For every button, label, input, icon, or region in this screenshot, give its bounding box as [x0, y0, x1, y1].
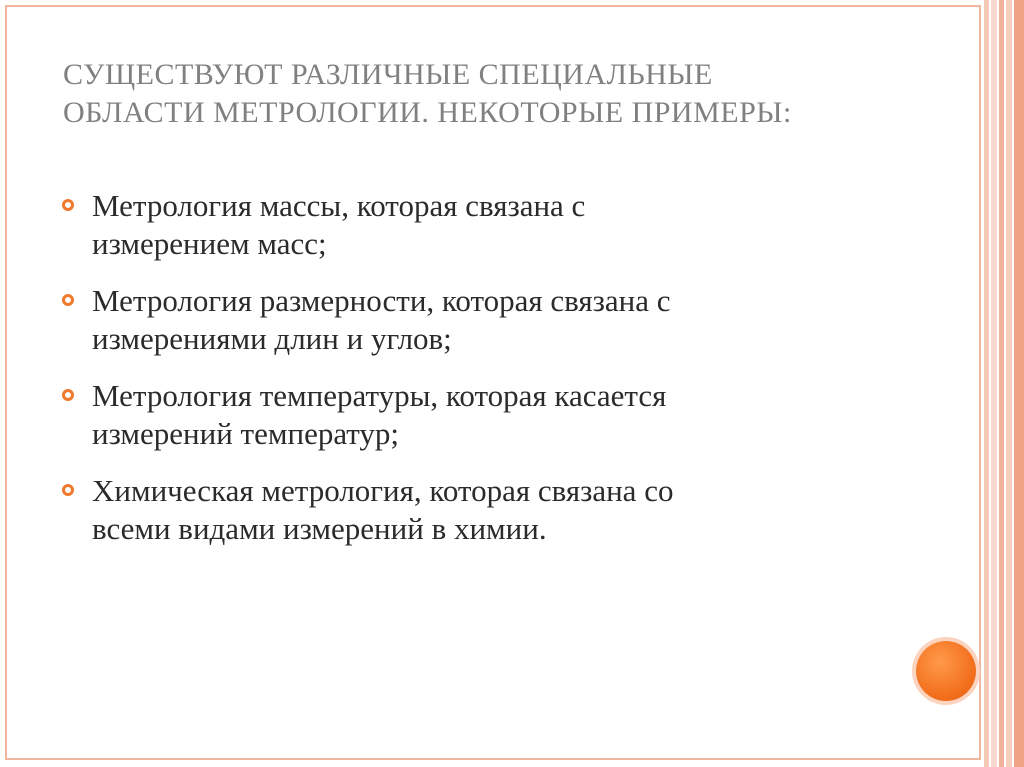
bullet-item — [60, 472, 910, 548]
bullet-circle-icon — [62, 199, 74, 211]
slide-title — [63, 56, 913, 132]
bullet-item — [60, 282, 910, 358]
bullet-list — [60, 187, 910, 567]
stripe — [984, 0, 989, 767]
stripe — [1006, 0, 1012, 767]
bullet-text-line-2: всеми видами измерений в химии. — [92, 511, 547, 546]
decorative-stripes — [984, 0, 1024, 767]
stripe — [991, 0, 997, 767]
bullet-circle-icon — [62, 484, 74, 496]
orange-circle-icon — [916, 641, 976, 701]
bullet-text-line-2: измерений температур; — [92, 416, 400, 451]
bullet-text-line-1: Метрология массы, которая связана с — [92, 188, 586, 223]
bullet-text-line-2: измерениями длин и углов; — [92, 321, 452, 356]
bullet-text-line-1: Метрология температуры, которая касается — [92, 378, 667, 413]
bullet-text-line-1: Метрология размерности, которая связана с — [92, 283, 671, 318]
bullet-item — [60, 187, 910, 263]
stripe — [999, 0, 1004, 767]
bullet-text-line-2: измерением масс; — [92, 226, 327, 261]
bullet-circle-icon — [62, 389, 74, 401]
bullet-text-line-1: Химическая метрология, которая связана со — [92, 473, 674, 508]
title-line-2: ОБЛАСТИ МЕТРОЛОГИИ. НЕКОТОРЫЕ ПРИМЕРЫ: — [63, 96, 792, 129]
bullet-item — [60, 377, 910, 453]
bullet-circle-icon — [62, 294, 74, 306]
stripe — [1014, 0, 1024, 767]
title-line-1: СУЩЕСТВУЮТ РАЗЛИЧНЫЕ СПЕЦИАЛЬНЫЕ — [63, 58, 713, 91]
